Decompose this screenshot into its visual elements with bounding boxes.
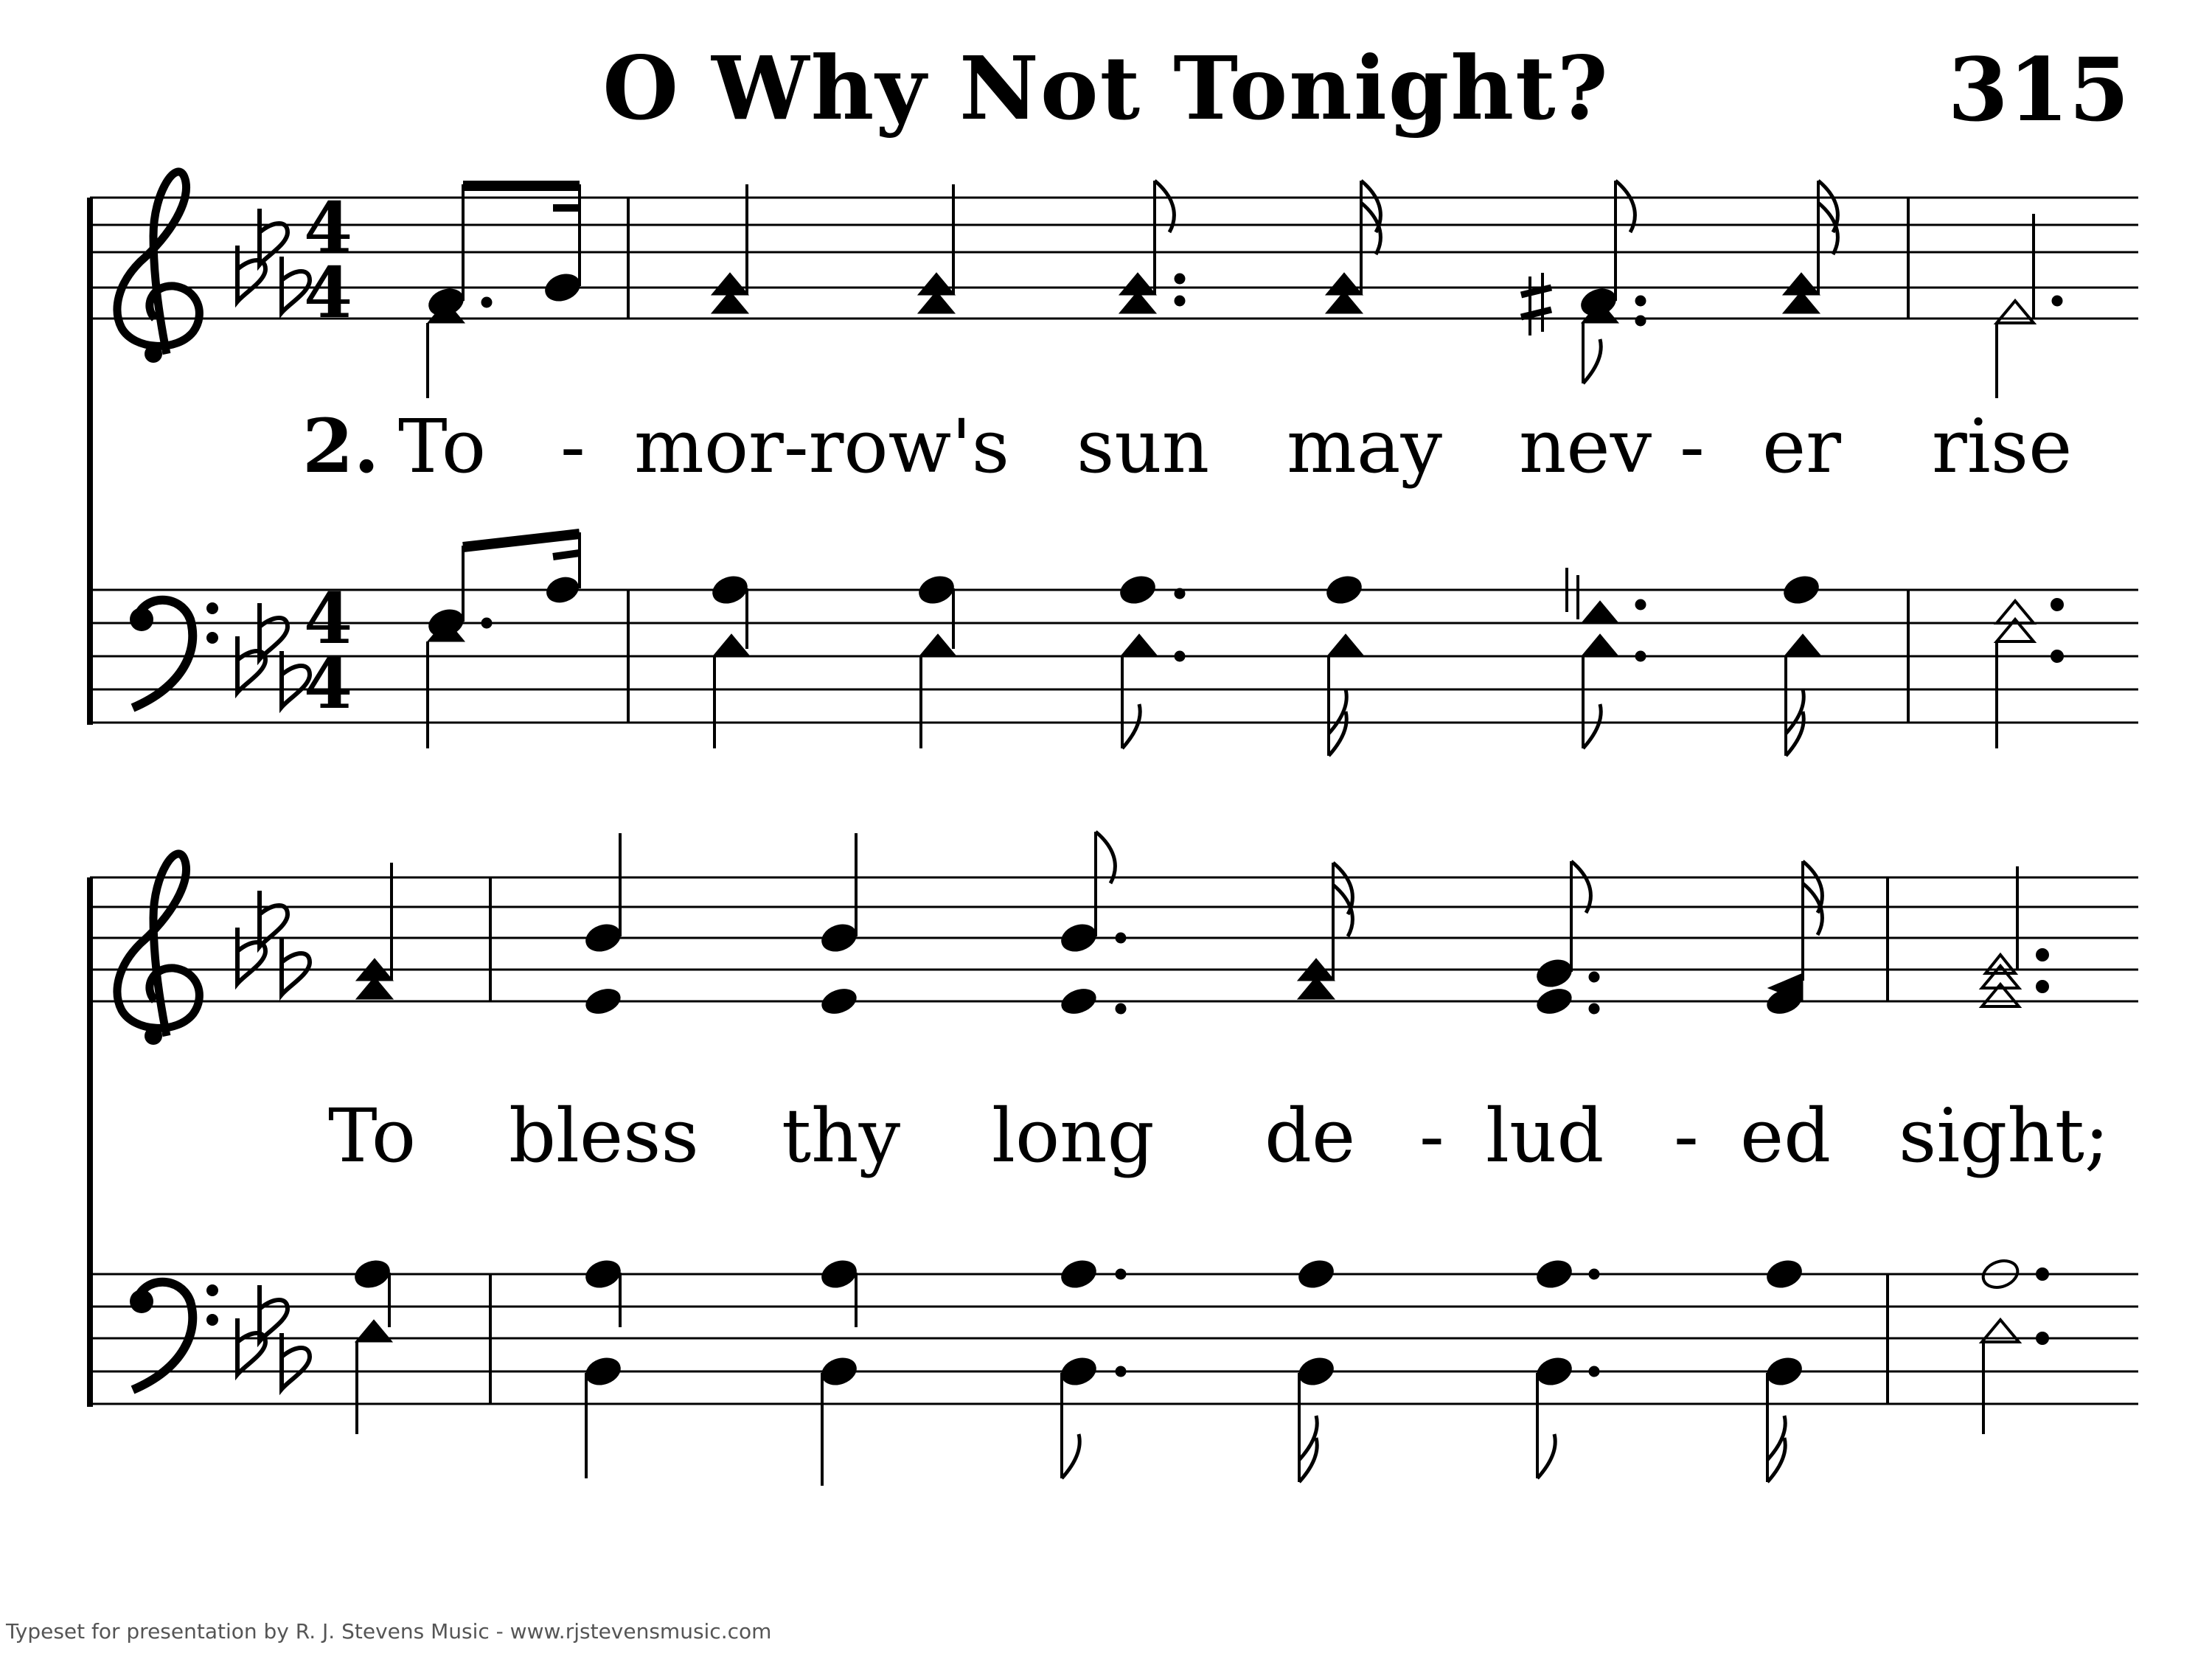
lyric-syllable: mor-row's [634,403,1010,490]
lyrics-line-1 [302,403,2072,490]
lyric-syllable: sun [1077,403,1210,490]
lyric-syllable: To [328,1093,417,1179]
treble-notes [425,181,2062,398]
time-signature-bottom: 4 [303,643,353,725]
bass-staff [90,590,2138,723]
bass-clef-icon [130,600,218,708]
lyric-syllable: nev [1519,403,1652,490]
time-signature-bottom: 4 [303,252,353,334]
verse-number: 2. [302,403,380,490]
lyric-syllable: de [1265,1093,1356,1179]
hymn-number: 315 [1947,38,2129,141]
footer-credit: Typeset for presentation by R. J. Stevens Music - www.rjstevensmusic.com [6,1619,772,1644]
treble-notes [356,832,2048,1018]
system-bracket [87,198,93,725]
bass-staff [90,1274,2138,1404]
lyric-syllable: may [1287,403,1442,490]
lyric-hyphen: - [1674,1093,1699,1179]
treble-clef-icon [117,854,199,1045]
lyric-hyphen: - [560,403,585,490]
treble-clef-icon [117,172,199,363]
hymn-title: O Why Not Tonight? [602,37,1610,139]
time-signature-top: 4 [303,578,353,660]
lyric-syllable: lud [1486,1093,1604,1179]
system-bracket [87,877,93,1407]
lyric-syllable: sight; [1899,1093,2110,1179]
bass-clef-icon [130,1282,218,1390]
lyric-hyphen: - [1680,403,1705,490]
lyric-syllable: To [398,403,487,490]
lyric-syllable: long [992,1093,1155,1179]
lyric-syllable: thy [782,1093,901,1179]
system-1 [87,172,2138,756]
lyric-syllable: bless [509,1093,699,1179]
lyric-syllable: ed [1740,1093,1832,1179]
lyric-hyphen: - [1419,1093,1444,1179]
lyrics-line-2 [328,1093,2110,1179]
system-2 [87,832,2138,1486]
treble-staff [90,877,2138,1001]
lyric-syllable: rise [1932,403,2073,490]
time-signature-top: 4 [303,187,353,269]
lyric-syllable: er [1762,403,1841,490]
